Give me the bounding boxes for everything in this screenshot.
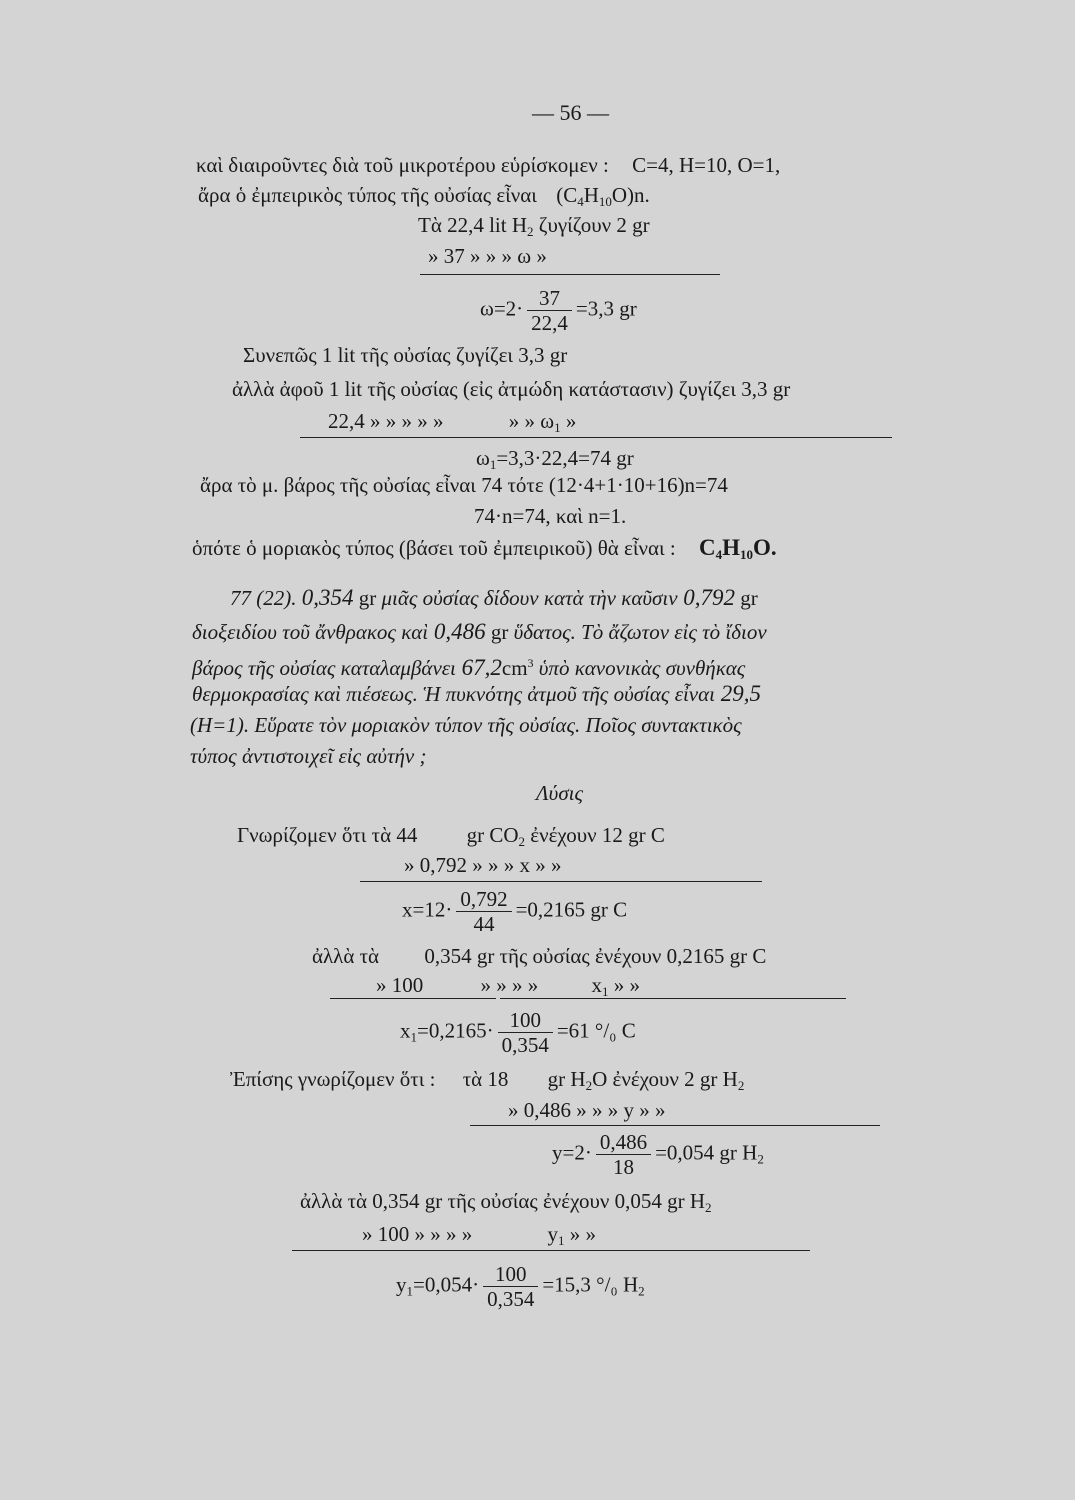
molecular-formula: $C_4H_{10}O$. xyxy=(699,535,777,562)
text-line: ἀλλὰ τὰ 0,354 gr τῆς οὐσίας ἐνέχουν 0,2165 gr C xyxy=(312,944,767,968)
equation: $x_1=0,2165\cdot$ $\frac{100}{0,354}$ =61 °/₀ C xyxy=(400,1008,636,1057)
rule xyxy=(292,1250,810,1251)
problem-line: θερμοκρασίας καὶ πιέσεως. Ἡ πυκνότης ἀτμοῦ τῆς οὐσίας εἶναι 29,5 xyxy=(192,681,761,706)
solution-heading: Λύσις xyxy=(536,781,584,805)
page-number: — 56 — xyxy=(532,100,609,125)
equation: $\omega_1=3,3\cdot 22,4=74$ gr xyxy=(476,446,634,472)
problem-line: τύπος ἀντιστοιχεῖ εἰς αὐτήν ; xyxy=(190,744,427,768)
equation: x=12· $\frac{0,792}{44}$ =0,2165 gr C xyxy=(402,887,628,936)
text-line: Συνεπῶς 1 lit τῆς οὐσίας ζυγίζει 3,3 gr xyxy=(243,343,568,367)
text-line: 74·n=74, καὶ n=1. xyxy=(474,504,627,528)
text-line: ἀλλὰ ἀφοῦ 1 lit τῆς οὐσίας (εἰς ἀτμώδη κατάστασιν) ζυγίζει 3,3 gr xyxy=(232,377,791,401)
text-line: 22,4 » » » » » » » $\omega_1$ » xyxy=(328,409,577,435)
rule xyxy=(470,1125,880,1126)
problem-line: διοξειδίου τοῦ ἄνθρακος καὶ 0,486 gr ὕδατος. Τὸ ἄζωτον εἰς τὸ ἴδιον xyxy=(192,619,767,644)
text-line: ἀλλὰ τὰ 0,354 gr τῆς οὐσίας ἐνέχουν 0,054 gr $H_2$ xyxy=(300,1189,712,1215)
text-line: καὶ διαιροῦντες διὰ τοῦ μικροτέρου εὑρίσκομεν : C=4, H=10, O=1, xyxy=(196,153,781,177)
equation: y=2· $\frac{0,486}{18}$ =0,054 gr $H_2$ xyxy=(552,1130,764,1179)
rule xyxy=(330,998,496,999)
text-line: Ἐπίσης γνωρίζομεν ὅτι : τὰ 18 gr $H_2O$ ἐνέχουν 2 gr $H_2$ xyxy=(230,1067,745,1093)
text-line: » 37 » » » ω » xyxy=(428,244,547,268)
text-line: » 100 » » » » $y_1$ » » xyxy=(362,1222,596,1248)
text-line: » 100 » » » » $x_1$ » » xyxy=(376,973,640,999)
rule xyxy=(500,998,846,999)
equation: $y_1=0,054\cdot$ $\frac{100}{0,354}$ =15,3 °/₀ $H_2$ xyxy=(396,1262,645,1311)
rule xyxy=(360,881,762,882)
text-line: ὁπότε ὁ μοριακὸς τύπος (βάσει τοῦ ἐμπειρικοῦ) θὰ εἶναι : $C_4H_{10}O$. xyxy=(192,535,777,562)
text-line: Τὰ 22,4 lit $H_2$ ζυγίζουν 2 gr xyxy=(418,213,650,239)
problem-line: (H=1). Εὕρατε τὸν μοριακὸν τύπον τῆς οὐσίας. Ποῖος συντακτικὸς xyxy=(190,713,742,737)
text-line: » 0,792 » » » x » » xyxy=(404,853,562,877)
rule xyxy=(420,274,720,275)
problem-line: 77 (22). 0,354 gr μιᾶς οὐσίας δίδουν κατὰ τὴν καῦσιν 0,792 gr xyxy=(230,585,758,610)
rule xyxy=(300,437,892,438)
equation: ω=2· $\frac{37}{22,4}$ =3,3 gr xyxy=(480,286,637,335)
text-line: Γνωρίζομεν ὅτι τὰ 44 gr $CO_2$ ἐνέχουν 12 gr C xyxy=(237,823,665,849)
text-line: ἄρα ὁ ἐμπειρικὸς τύπος τῆς οὐσίας εἶναι $(C_4H_{10}O)n$. xyxy=(198,183,650,209)
text-line: » 0,486 » » » y » » xyxy=(508,1098,666,1122)
problem-line: βάρος τῆς οὐσίας καταλαμβάνει $67,2cm^3$ ὑπὸ κανονικὰς συνθήκας xyxy=(192,655,746,680)
text-line: ἄρα τὸ μ. βάρος τῆς οὐσίας εἶναι 74 τότε (12·4+1·10+16)n=74 xyxy=(200,473,728,497)
